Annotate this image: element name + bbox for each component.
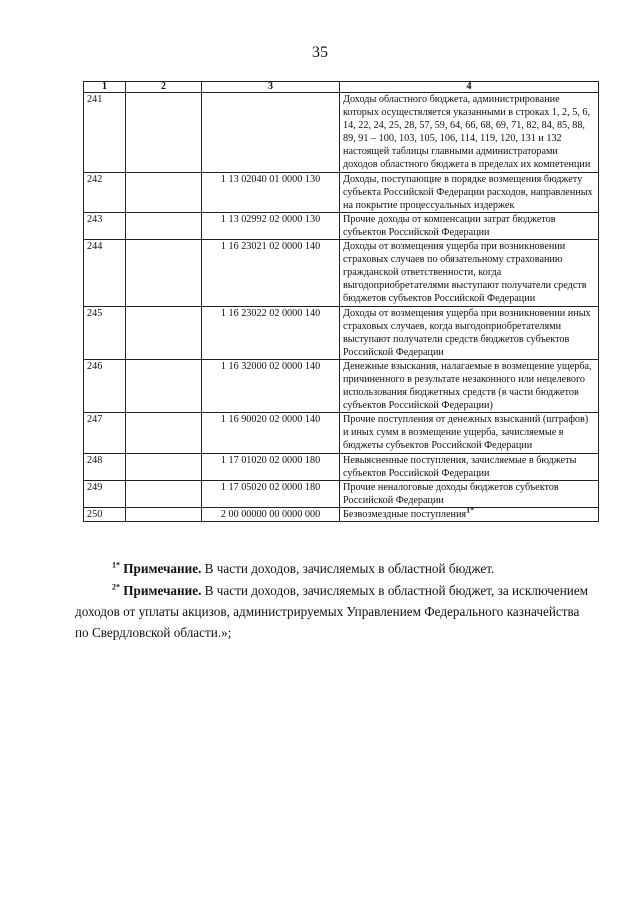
description-text: Доходы, поступающие в порядке возмещения бюджету субъекта Российской Федерации расходов, направленных на покрытие процессуальных издержек bbox=[343, 173, 593, 211]
admin-code-cell bbox=[126, 172, 202, 212]
row-number-cell bbox=[84, 413, 126, 453]
revenue-code-cell bbox=[202, 507, 340, 521]
revenue-code-cell bbox=[202, 359, 340, 412]
revenue-table bbox=[83, 81, 599, 522]
table-row bbox=[84, 413, 599, 453]
admin-code-cell bbox=[126, 240, 202, 306]
footnote-text: В части доходов, зачисляемых в областной бюджет, за исключением доходов от уплаты акцизов, администрируемых Управлением Федерального казначейства по Свердловской области.»; bbox=[75, 583, 589, 640]
row-number-cell bbox=[84, 172, 126, 212]
revenue-code-cell bbox=[202, 172, 340, 212]
revenue-code-cell bbox=[202, 212, 340, 239]
admin-code-cell bbox=[126, 413, 202, 453]
description-cell bbox=[340, 306, 599, 359]
description-text: Денежные взыскания, налагаемые в возмещение ущерба, причиненного в результате незаконного или нецелевого использования бюджетных средств (в части бюджетов субъектов Российской Федерации) bbox=[343, 360, 592, 412]
admin-code-cell bbox=[126, 480, 202, 507]
description-cell bbox=[340, 507, 599, 521]
description-cell bbox=[340, 172, 599, 212]
footnotes bbox=[75, 558, 595, 643]
revenue-code-text: 2 00 00000 00 0000 000 bbox=[220, 508, 321, 520]
description-cell bbox=[340, 480, 599, 507]
footnote-label: Примечание. bbox=[123, 583, 202, 598]
row-number-cell bbox=[84, 212, 126, 239]
revenue-code-text: 1 13 02040 01 0000 130 bbox=[220, 173, 321, 185]
footnote-1 bbox=[75, 558, 595, 579]
footnote-marker: 1* bbox=[112, 560, 120, 570]
row-number-text: 248 bbox=[87, 454, 103, 466]
description-cell bbox=[340, 453, 599, 480]
row-number-cell bbox=[84, 240, 126, 306]
row-number-cell bbox=[84, 93, 126, 173]
row-number-text: 244 bbox=[87, 241, 103, 253]
revenue-code-text: 1 13 02992 02 0000 130 bbox=[220, 213, 321, 225]
admin-code-cell bbox=[126, 453, 202, 480]
column-header: 2 bbox=[126, 82, 202, 93]
revenue-code-cell bbox=[202, 240, 340, 306]
table-row bbox=[84, 172, 599, 212]
description-cell bbox=[340, 240, 599, 306]
row-number-cell bbox=[84, 359, 126, 412]
revenue-code-cell bbox=[202, 93, 340, 173]
column-header: 1 bbox=[84, 82, 126, 93]
table-row bbox=[84, 359, 599, 412]
revenue-code-text: 1 16 32000 02 0000 140 bbox=[220, 360, 321, 372]
column-header: 3 bbox=[202, 82, 340, 93]
table-row bbox=[84, 240, 599, 306]
row-number-text: 246 bbox=[87, 360, 103, 372]
revenue-code-cell bbox=[202, 306, 340, 359]
description-cell bbox=[340, 359, 599, 412]
row-number-text: 249 bbox=[87, 481, 103, 493]
revenue-code-cell bbox=[202, 413, 340, 453]
revenue-code-text: 1 16 23021 02 0000 140 bbox=[220, 241, 321, 253]
description-text: Невыясненные поступления, зачисляемые в бюджеты субъектов Российской Федерации bbox=[343, 454, 577, 479]
row-number-cell bbox=[84, 507, 126, 521]
revenue-code-cell bbox=[202, 480, 340, 507]
table-row bbox=[84, 507, 599, 521]
footnote-label: Примечание. bbox=[123, 561, 202, 576]
revenue-code-cell bbox=[202, 453, 340, 480]
description-text: Прочие поступления от денежных взысканий (штрафов) и иных сумм в возмещение ущерба, зачисляемые в бюджеты субъектов Российской Федерации bbox=[343, 414, 589, 452]
table-row bbox=[84, 93, 599, 173]
table-row bbox=[84, 453, 599, 480]
description-text: Доходы от возмещения ущерба при возникновении иных страховых случаев, когда выгодоприобретателями выступают получатели средств бюджетов субъектов Российской Федерации bbox=[343, 307, 591, 358]
footnote-2 bbox=[75, 580, 595, 643]
revenue-code-text: 1 16 23022 02 0000 140 bbox=[220, 307, 321, 319]
row-number-cell bbox=[84, 306, 126, 359]
revenue-code-text: 1 16 90020 02 0000 140 bbox=[220, 414, 321, 426]
footnote-text: В части доходов, зачисляемых в областной бюджет. bbox=[201, 561, 495, 576]
admin-code-cell bbox=[126, 359, 202, 412]
row-number-text: 247 bbox=[87, 414, 103, 426]
description-text: Доходы от возмещения ущерба при возникновении страховых случаев по обязательному страхованию гражданской ответственности, когда выгодоприобретателями выступают получатели средств бюджетов субъектов Российской Федерации bbox=[343, 241, 587, 305]
description-text: Доходы областного бюджета, администрирование которых осуществляется указанными в строках 1, 2, 5, 6, 14, 22, 24, 25, 28, 57, 59, 64, 66, 68, 69, 71, 82, 84, 85, 88, 89, 91 – 100, 103, 105, 106, 114, 119, 120, 131 и 132 настоящей таблицы главными администраторами доходов областного бюджета в пределах их компетенции bbox=[343, 94, 591, 171]
row-number-text: 245 bbox=[87, 307, 103, 319]
row-number-text: 241 bbox=[87, 94, 103, 105]
description-cell bbox=[340, 212, 599, 239]
row-number-cell bbox=[84, 453, 126, 480]
revenue-code-text: 1 17 01020 02 0000 180 bbox=[220, 454, 321, 466]
admin-code-cell bbox=[126, 507, 202, 521]
table-row bbox=[84, 306, 599, 359]
table-header-row bbox=[84, 82, 599, 93]
footnote-marker: 2* bbox=[112, 582, 120, 592]
description-cell bbox=[340, 413, 599, 453]
row-number-text: 250 bbox=[87, 508, 103, 520]
row-number-text: 242 bbox=[87, 173, 103, 185]
admin-code-cell bbox=[126, 93, 202, 173]
row-number-cell bbox=[84, 480, 126, 507]
row-number-text: 243 bbox=[87, 213, 103, 225]
description-text: Прочие доходы от компенсации затрат бюджетов субъектов Российской Федерации bbox=[343, 213, 556, 238]
page-number: 35 bbox=[312, 44, 328, 61]
table-row bbox=[84, 480, 599, 507]
table-body bbox=[84, 93, 599, 522]
admin-code-cell bbox=[126, 306, 202, 359]
revenue-code-text: 1 17 05020 02 0000 180 bbox=[220, 481, 321, 493]
description-text: Прочие неналоговые доходы бюджетов субъектов Российской Федерации bbox=[343, 481, 559, 506]
column-header: 4 bbox=[340, 82, 599, 93]
description-cell bbox=[340, 93, 599, 173]
description-text: Безвозмездные поступления bbox=[343, 508, 467, 520]
admin-code-cell bbox=[126, 212, 202, 239]
footnote-marker: 1* bbox=[466, 505, 475, 515]
table-row bbox=[84, 212, 599, 239]
